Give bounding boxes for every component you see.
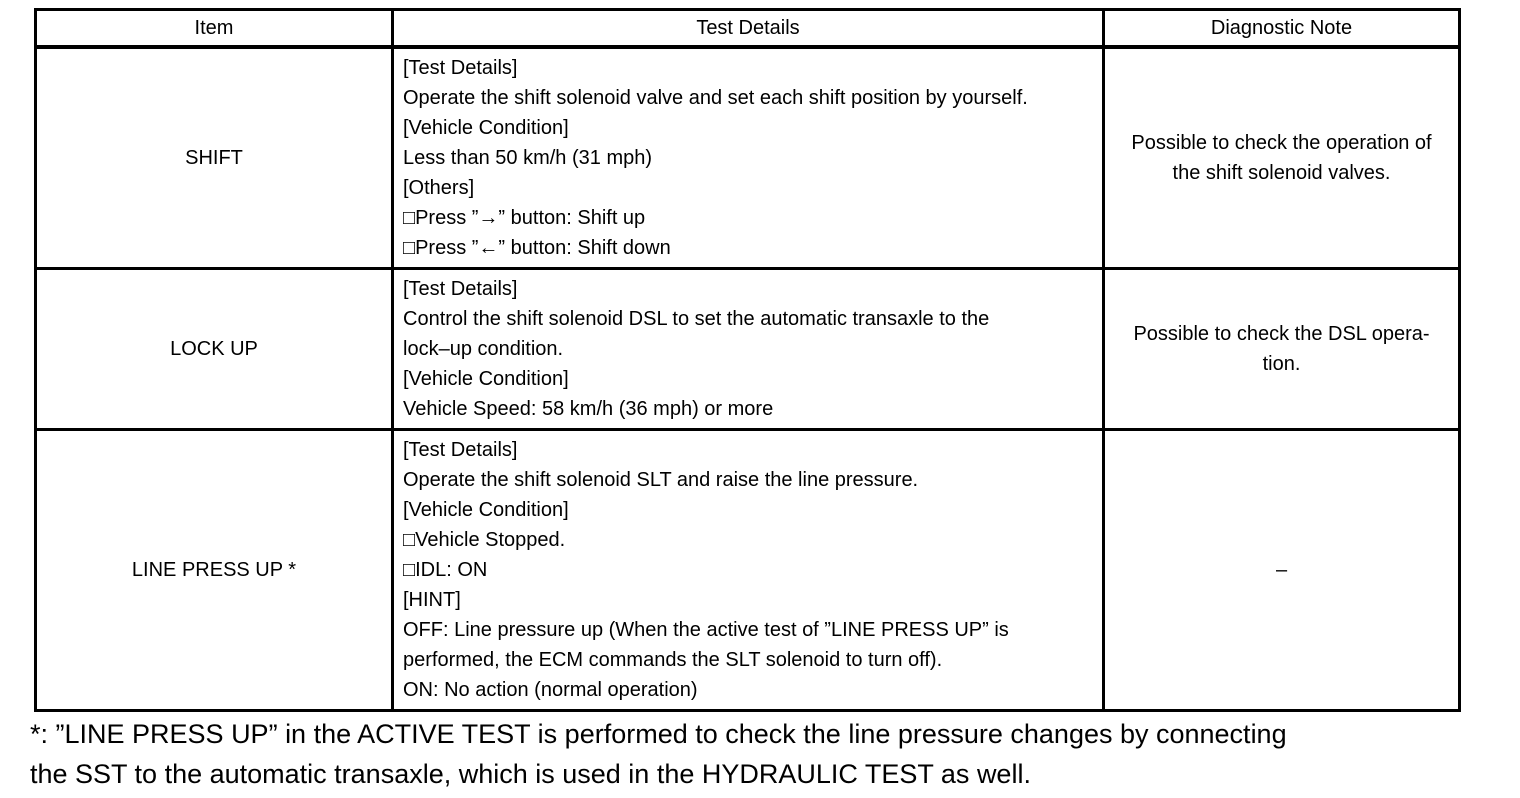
detail-line: Operate the shift solenoid valve and set each shift position by yourself. [403, 87, 1028, 109]
detail-line: [Test Details] [403, 57, 518, 79]
detail-line: [Vehicle Condition] [403, 499, 569, 521]
active-test-table [34, 8, 1461, 712]
test-table-body [36, 47, 1460, 711]
item-cell: SHIFT [36, 47, 393, 269]
column-header-diagnostic-note: Diagnostic Note [1104, 10, 1460, 48]
footnote [30, 714, 1518, 794]
detail-line: performed, the ECM commands the SLT solenoid to turn off). [403, 649, 943, 671]
detail-line: □IDL: ON [403, 559, 488, 581]
detail-line: Operate the shift solenoid SLT and raise the line pressure. [403, 469, 919, 491]
detail-line: Vehicle Speed: 58 km/h (36 mph) or more [403, 398, 774, 420]
item-cell: LINE PRESS UP * [36, 430, 393, 711]
detail-line: □Press ”→” button: Shift up [403, 207, 646, 229]
column-header-item: Item [36, 10, 393, 48]
table-row [36, 269, 1460, 430]
test-details-cell [393, 269, 1104, 430]
table-header-row [36, 10, 1460, 48]
note-line: the shift solenoid valves. [1172, 162, 1391, 184]
note-line: tion. [1262, 353, 1301, 375]
detail-line: Control the shift solenoid DSL to set the automatic transaxle to the [403, 308, 990, 330]
detail-line: □Vehicle Stopped. [403, 529, 566, 551]
detail-line: [Test Details] [403, 439, 518, 461]
diagnostic-note-cell [1104, 47, 1460, 269]
column-header-test-details: Test Details [393, 10, 1104, 48]
detail-line: [Vehicle Condition] [403, 117, 569, 139]
note-line: Possible to check the DSL opera- [1133, 323, 1430, 345]
note-line: Possible to check the operation of [1131, 132, 1432, 154]
detail-line: [Vehicle Condition] [403, 368, 569, 390]
detail-line: Less than 50 km/h (31 mph) [403, 147, 653, 169]
table-row [36, 47, 1460, 269]
table-row [36, 430, 1460, 711]
detail-line: [Others] [403, 177, 475, 199]
detail-line: □Press ”←” button: Shift down [403, 237, 671, 259]
footnote-line-1: *: ”LINE PRESS UP” in the ACTIVE TEST is performed to check the line pressure changes by connecting [30, 719, 1287, 749]
detail-line: [Test Details] [403, 278, 518, 300]
test-details-cell [393, 430, 1104, 711]
footnote-line-2: the SST to the automatic transaxle, which is used in the HYDRAULIC TEST as well. [30, 759, 1031, 789]
note-line: – [1275, 559, 1288, 581]
item-cell: LOCK UP [36, 269, 393, 430]
test-details-cell [393, 47, 1104, 269]
detail-line: lock–up condition. [403, 338, 564, 360]
detail-line: [HINT] [403, 589, 461, 611]
detail-line: OFF: Line pressure up (When the active test of ”LINE PRESS UP” is [403, 619, 1009, 641]
diagnostic-note-cell [1104, 430, 1460, 711]
detail-line: ON: No action (normal operation) [403, 679, 698, 701]
diagnostic-note-cell [1104, 269, 1460, 430]
